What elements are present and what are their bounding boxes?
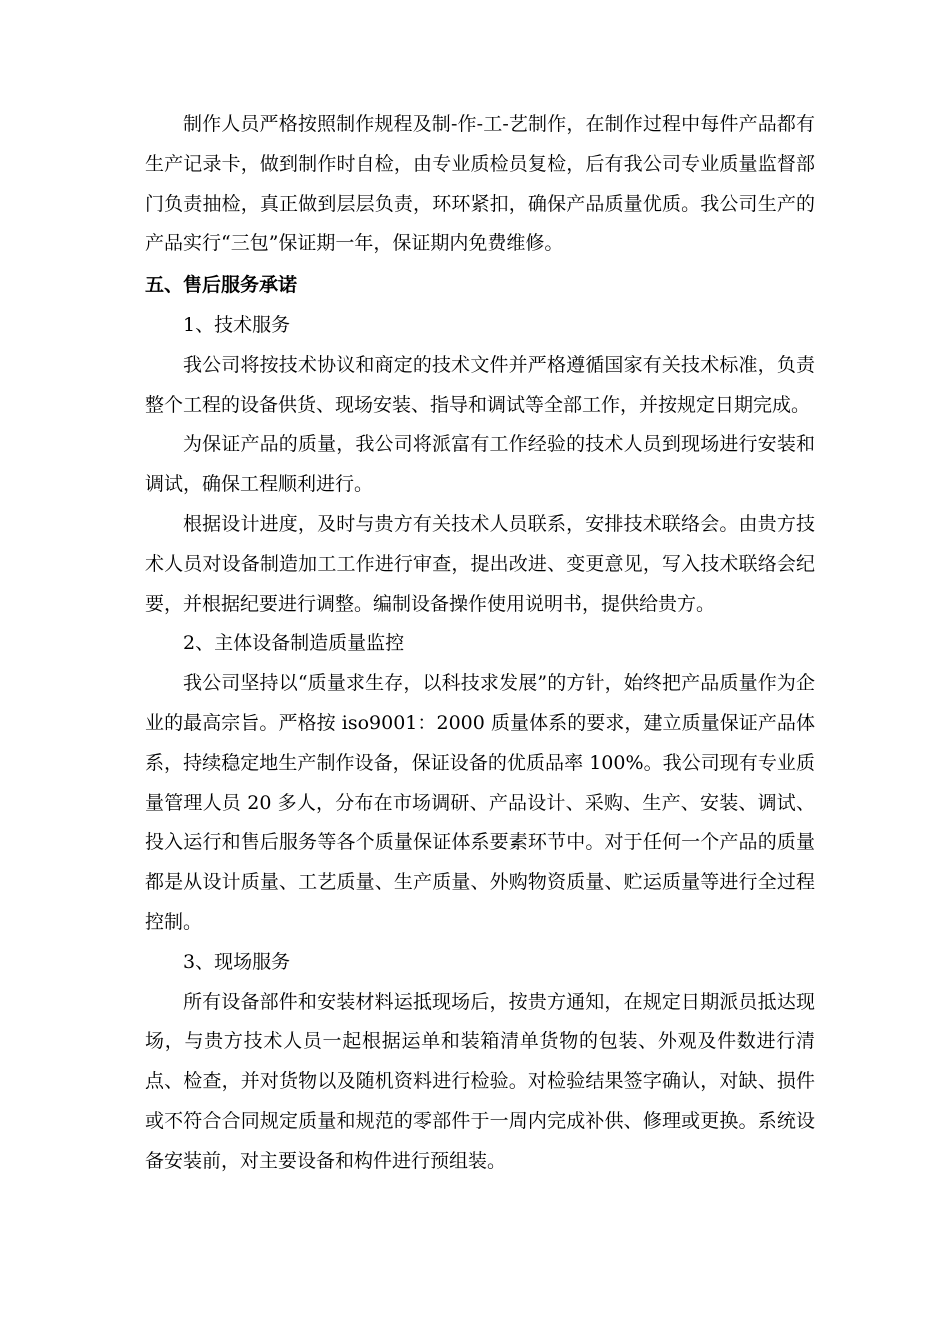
paragraph: 我公司将按技术协议和商定的技术文件并严格遵循国家有关技术标准，负责整个工程的设备供货、现场安装、指导和调试等全部工作，并按规定日期完成。 xyxy=(145,353,815,416)
subsection-quality-control xyxy=(145,624,815,942)
paragraph: 我公司坚持以“质量求生存，以科技求发展”的方针，始终把产品质量作为企业的最高宗旨。严格按 iso9001：2000 质量体系的要求，建立质量保证产品体系，持续稳定地生产制作设备，保证设备的优质品率 100%。我公司现有专业质量管理人员 20 多人，分布在市场调研、产品设计、采购、生产、安装、调试、投入运行和售后服务等各个质量保证体系要素环节中。对于任何一个产品的质量都是从设计质量、工艺质量、生产质量、外购物资质量、贮运质量等进行全过程控制。 xyxy=(145,672,815,933)
subsection-technical-service xyxy=(145,306,815,624)
subsection-title: 3、现场服务 xyxy=(183,950,291,973)
intro-paragraph: 制作人员严格按照制作规程及制-作-工-艺制作，在制作过程中每件产品都有生产记录卡，做到制作时自检，由专业质检员复检，后有我公司专业质量监督部门负责抽检，真正做到层层负责，环环紧扣，确保产品质量优质。我公司生产的产品实行“三包”保证期一年，保证期内免费维修。 xyxy=(145,113,815,255)
section-heading: 五、售后服务承诺 xyxy=(145,274,298,297)
document-page xyxy=(145,105,815,1182)
subsection-on-site-service xyxy=(145,943,815,1182)
subsection-title: 2、主体设备制造质量监控 xyxy=(183,632,405,655)
paragraph: 所有设备部件和安装材料运抵现场后，按贵方通知，在规定日期派员抵达现场，与贵方技术人员一起根据运单和装箱清单货物的包装、外观及件数进行清点、检查，并对货物以及随机资料进行检验。对检验结果签字确认，对缺、损件或不符合合同规定质量和规范的零部件于一周内完成补供、修理或更换。系统设备安装前，对主要设备和构件进行预组装。 xyxy=(145,990,815,1172)
subsection-title: 1、技术服务 xyxy=(183,313,291,336)
paragraph: 根据设计进度，及时与贵方有关技术人员联系，安排技术联络会。由贵方技术人员对设备制造加工工作进行审查，提出改进、变更意见，写入技术联络会纪要，并根据纪要进行调整。编制设备操作使用说明书，提供给贵方。 xyxy=(145,512,815,615)
paragraph: 为保证产品的质量，我公司将派富有工作经验的技术人员到现场进行安装和调试，确保工程顺利进行。 xyxy=(145,433,815,496)
